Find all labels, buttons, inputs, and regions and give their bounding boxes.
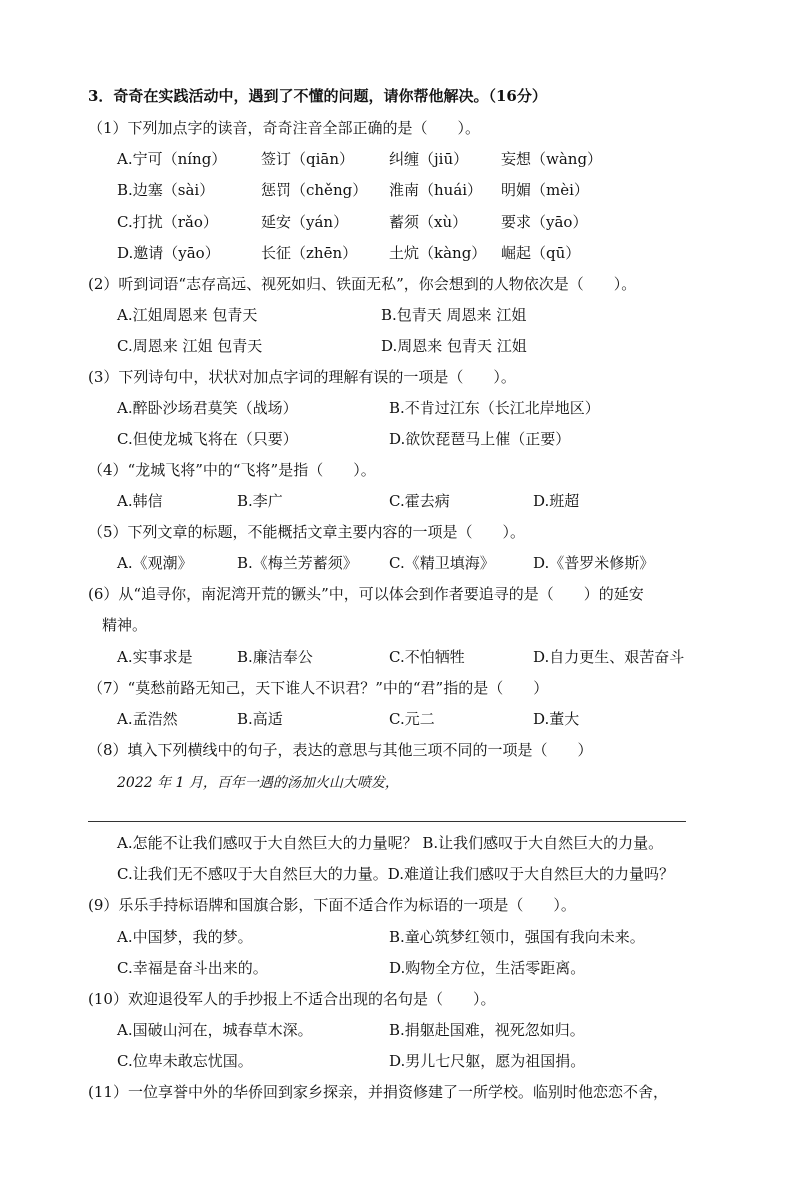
q1-option-b4: 明媚（mèi）: [501, 181, 589, 199]
q8-options-ab: A.怎能不让我们感叹于大自然巨大的力量呢？ B.让我们感叹于大自然巨大的力量。: [117, 834, 664, 852]
q1-option-b3: 淮南（huái）: [389, 181, 483, 199]
q4-option-c: C.霍去病: [389, 492, 450, 510]
q1-option-d2: 长征（zhēn）: [261, 244, 358, 262]
q3-option-d: D.欲饮琵琶马上催（正要）: [389, 430, 571, 448]
q9-option-d: D.购物全方位，生活零距离。: [389, 959, 586, 977]
q1-option-c2: 延安（yán）: [261, 213, 349, 231]
q5-option-a: A.《观潮》: [117, 554, 193, 572]
q7-option-a: A.孟浩然: [117, 710, 178, 728]
q7-option-c: C.元二: [389, 710, 435, 728]
q2-option-d: D.周恩来 包青天 江姐: [381, 337, 527, 355]
question-8-stem: （8）填入下列横线中的句子，表达的意思与其他三项不同的一项是（ ）: [88, 741, 593, 759]
q1-option-a4: 妄想（wàng）: [501, 150, 603, 168]
q10-option-d: D.男儿七尺躯，愿为祖国捐。: [389, 1052, 586, 1070]
q1-option-d4: 崛起（qū）: [501, 244, 581, 262]
q10-option-c: C.位卑未敢忘忧国。: [117, 1052, 253, 1070]
q6-option-c: C.不怕牺牲: [389, 648, 465, 666]
question-10-stem: (10）欢迎退役军人的手抄报上不适合出现的名句是（ ）。: [88, 990, 496, 1008]
q1-option-b1: B.边塞（sài）: [117, 181, 215, 199]
q10-option-a: A.国破山河在，城春草木深。: [117, 1021, 313, 1039]
question-5-stem: （5）下列文章的标题，不能概括文章主要内容的一项是（ ）。: [88, 523, 526, 541]
q1-option-d1: D.邀请（yāo）: [117, 244, 220, 262]
q9-option-b: B.童心筑梦红领巾，强国有我向未来。: [389, 928, 645, 946]
q6-option-d: D.自力更生、艰苦奋斗: [533, 648, 685, 666]
question-6-stem-continued: 精神。: [102, 616, 148, 634]
q3-option-b: B.不肯过江东（长江北岸地区）: [389, 399, 600, 417]
q9-option-c: C.幸福是奋斗出来的。: [117, 959, 268, 977]
q1-option-c4: 要求（yāo）: [501, 213, 588, 231]
q8-prompt-sentence: 2022 年 1 月，百年一遇的汤加火山大喷发，: [117, 775, 399, 791]
q9-option-a: A.中国梦，我的梦。: [117, 928, 253, 946]
question-3-stem: (3）下列诗句中，状状对加点字词的理解有误的一项是（ ）。: [88, 368, 516, 386]
question-11-stem: (11）一位享誉中外的华侨回到家乡探亲，并捐资修建了一所学校。临别时他恋恋不舍，: [88, 1083, 668, 1101]
q4-option-b: B.李广: [237, 492, 283, 510]
question-7-stem: （7）“莫愁前路无知己，天下谁人不识君？”中的“君”指的是（ ）: [88, 679, 549, 697]
q1-option-b2: 惩罚（chěng）: [261, 181, 368, 199]
question-4-stem: （4）“龙城飞将”中的“飞将”是指（ ）。: [88, 461, 376, 479]
question-1-stem: （1）下列加点字的读音，奇奇注音全部正确的是（ ）。: [88, 119, 481, 137]
q1-option-d3: 土炕（kàng）: [389, 244, 487, 262]
section-title: 3．奇奇在实践活动中，遇到了不懂的问题，请你帮他解决。（16分）: [88, 87, 547, 105]
q3-option-c: C.但使龙城飞将在（只要）: [117, 430, 298, 448]
q4-option-a: A.韩信: [117, 492, 163, 510]
q7-option-b: B.高适: [237, 710, 283, 728]
question-9-stem: (9）乐乐手持标语牌和国旗合影，下面不适合作为标语的一项是（ ）。: [88, 896, 576, 914]
question-6-stem: (6）从“追寻你，南泥湾开荒的镢头”中，可以体会到作者要追寻的是（ ）的延安: [88, 585, 644, 603]
q1-option-a3: 纠缠（jiū）: [389, 150, 469, 168]
q1-option-a2: 签订（qiān）: [261, 150, 355, 168]
q10-option-b: B.捐躯赴国难，视死忽如归。: [389, 1021, 585, 1039]
q5-option-d: D.《普罗米修斯》: [533, 554, 655, 572]
q2-option-b: B.包青天 周恩来 江姐: [381, 306, 527, 324]
q1-option-a1: A.宁可（níng）: [117, 150, 227, 168]
q8-options-cd: C.让我们无不感叹于大自然巨大的力量。D.难道让我们感叹于大自然巨大的力量吗？: [117, 865, 674, 883]
q3-option-a: A.醉卧沙场君莫笑（战场）: [117, 399, 298, 417]
q2-option-c: C.周恩来 江姐 包青天: [117, 337, 263, 355]
q1-option-c1: C.打扰（rǎo）: [117, 213, 218, 231]
q7-option-d: D.董大: [533, 710, 580, 728]
q6-option-a: A.实事求是: [117, 648, 193, 666]
q2-option-a: A.江姐周恩来 包青天: [117, 306, 258, 324]
question-2-stem: (2）听到词语“志存高远、视死如归、铁面无私”，你会想到的人物依次是（ ）。: [88, 275, 637, 293]
q1-option-c3: 蓄须（xù）: [389, 213, 468, 231]
answer-blank-line: [88, 821, 686, 822]
q6-option-b: B.廉洁奉公: [237, 648, 313, 666]
q5-option-c: C.《精卫填海》: [389, 554, 495, 572]
q4-option-d: D.班超: [533, 492, 580, 510]
q5-option-b: B.《梅兰芳蓄须》: [237, 554, 358, 572]
